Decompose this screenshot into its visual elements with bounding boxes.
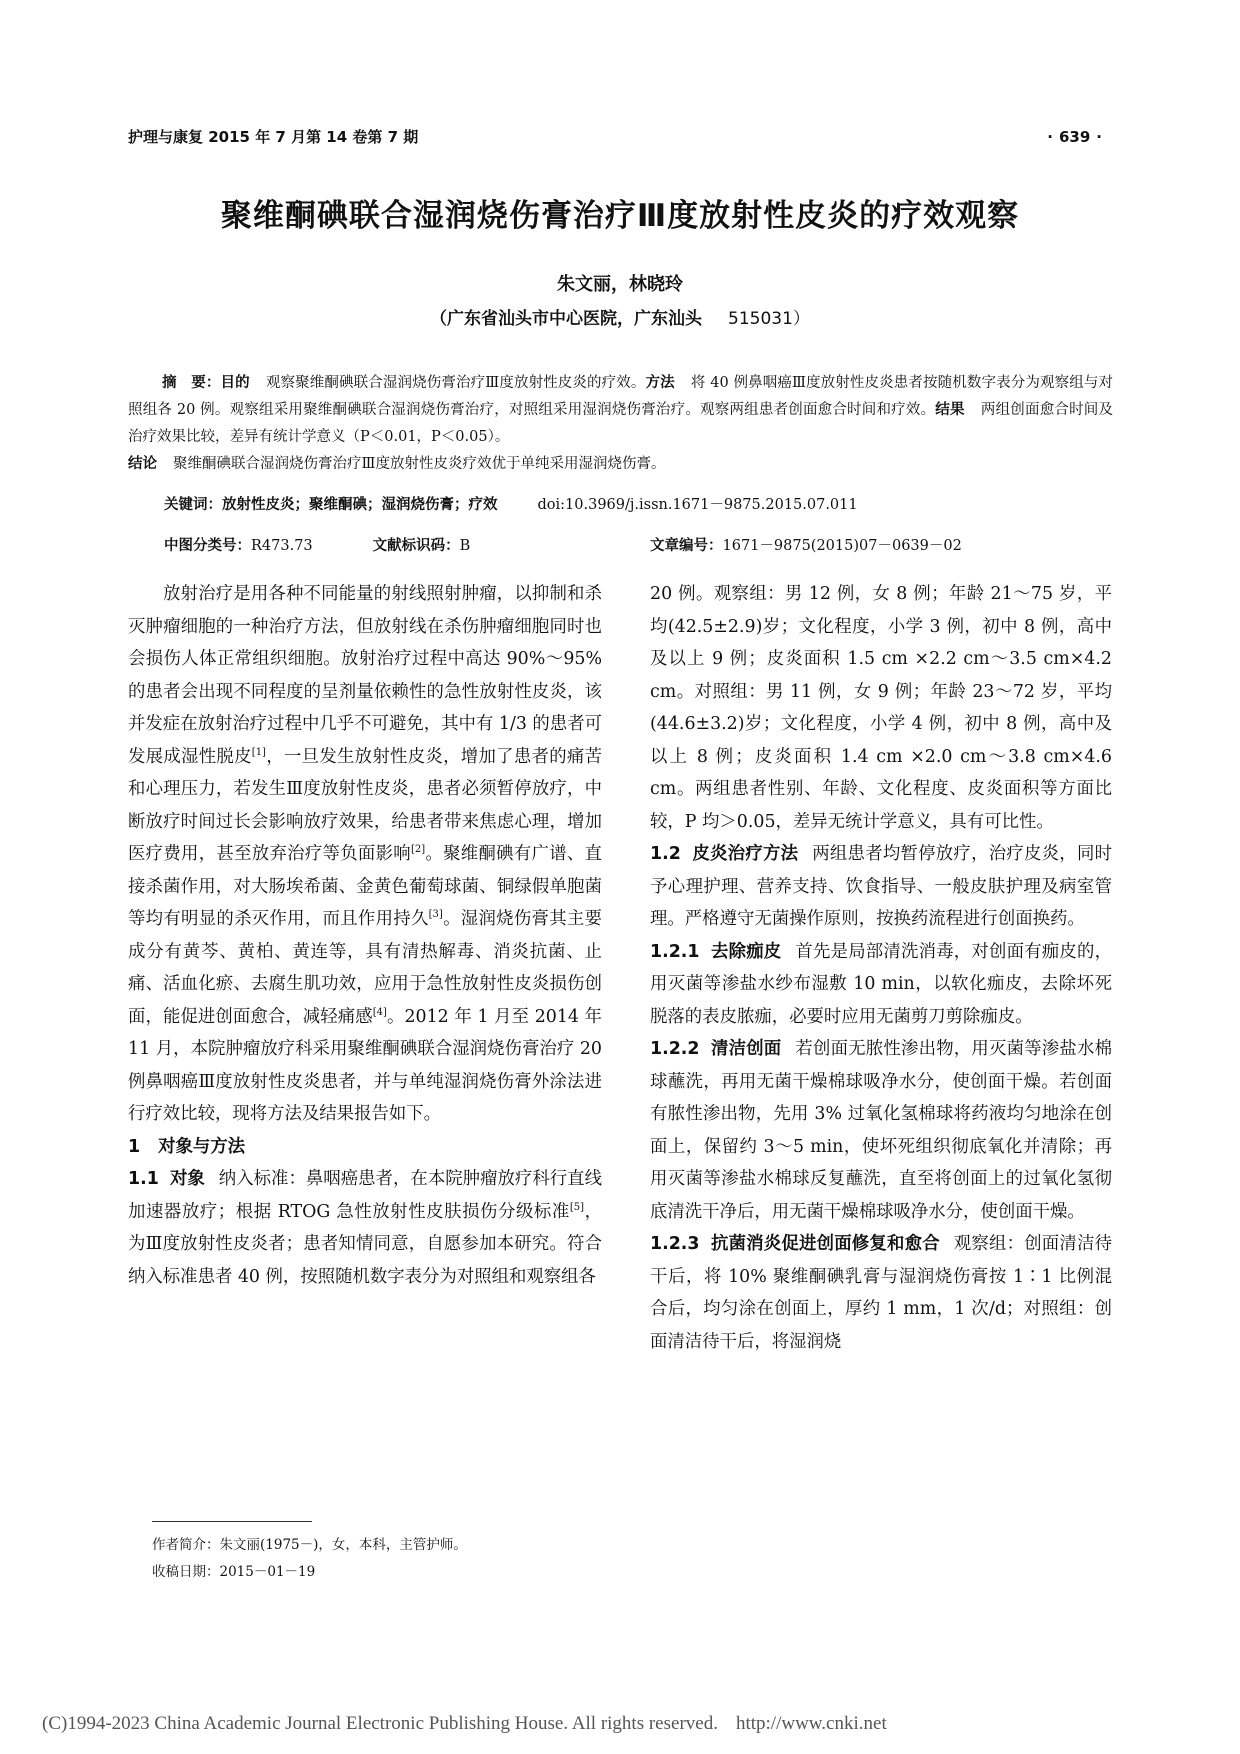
clc-label: 中图分类号：	[164, 538, 251, 554]
section-1-2-3-number: 1.2.3	[650, 1234, 700, 1254]
page-number: · 639 ·	[1047, 128, 1102, 146]
method-label: 方法	[645, 375, 675, 391]
article-number	[650, 534, 962, 555]
ref-2: [2]	[410, 844, 426, 856]
article-number-value: 1671－9875(2015)07－0639－02	[722, 538, 962, 554]
section-1-2	[650, 838, 1112, 936]
ref-1: [1]	[251, 746, 266, 758]
section-1-2-title: 皮炎治疗方法	[692, 844, 799, 864]
section-1-1-title: 对象	[169, 1169, 205, 1189]
section-1-2-number: 1.2	[650, 844, 681, 864]
right-column	[650, 578, 1112, 1358]
section-1-title: 对象与方法	[158, 1136, 246, 1157]
keywords	[164, 493, 858, 514]
section-1-2-2-text: 若创面无脓性渗出物，用灭菌等渗盐水棉球蘸洗，再用无菌干燥棉球吸净水分，使创面干燥。若创面有脓性渗出物，先用 3% 过氧化氢棉球将药液均匀地涂在创面上，保留约 3～5 min，使坏死组织彻底氧化并清除；再用灭菌等渗盐水棉球反复蘸洗，直至将创面上的过氧化氢彻底清洗干净后，用无菌干燥棉球吸净水分，使创面干燥。	[650, 1039, 1112, 1222]
classification	[164, 534, 470, 555]
article-number-label: 文章编号：	[650, 538, 723, 554]
section-1-1-text-a: 纳入标准：鼻咽癌患者，在本院肿瘤放疗科行直线加速器放疗；根据 RTOG 急性放射性皮肤损伤分级标准	[128, 1169, 602, 1222]
result-text: 两组创面愈合时间及治疗效果比较，差异有统计学意义（P＜0.01，P＜0.05）。	[128, 402, 1114, 445]
conclusion-label: 结论	[128, 456, 157, 472]
doc-code: B	[459, 538, 471, 554]
intro-text-4: 。湿润烧伤膏其主要成分有黄芩、黄柏、黄连等，具有清热解毒、消炎抗菌、止痛、活血化瘀、去腐生肌功效，应用于急性放射性皮炎损伤创面，能促进创面愈合，减轻痛感	[128, 909, 602, 1027]
intro-text-2: ，一旦发生放射性皮炎，增加了患者的痛苦和心理压力，若发生Ⅲ度放射性皮炎，患者必须暂停放疗，中断放疗时间过长会影响放疗效果，给患者带来焦虑心理，增加医疗费用，甚至放弃治疗等负面影响	[128, 746, 602, 864]
ref-4: [4]	[372, 1006, 387, 1018]
affiliation-text: （广东省汕头市中心医院，广东汕头	[430, 309, 703, 329]
ref-3: [3]	[428, 909, 443, 921]
section-1-2-2	[650, 1033, 1112, 1228]
section-1-2-1-number: 1.2.1	[650, 941, 700, 962]
section-1-1-number: 1.1	[128, 1169, 159, 1189]
section-1-1-text-b: ，为Ⅲ度放射性皮炎者；患者知情同意，自愿参加本研究。符合纳入标准患者 40 例，按照随机数字表分为对照组和观察组各	[128, 1201, 602, 1287]
ref-5: [5]	[569, 1201, 585, 1213]
author-bio-footnote: 作者简介：朱文丽(1975－)，女，本科，主管护师。	[152, 1537, 467, 1553]
intro-text-1: 放射治疗是用各种不同能量的射线照射肿瘤，以抑制和杀灭肿瘤细胞的一种治疗方法，但放射线在杀伤肿瘤细胞同时也会损伤人体正常组织细胞。放射治疗过程中高达 90%～95% 的患者会出现不同程度的呈剂量依赖性的急性放射性皮炎，该并发症在放射治疗过程中几乎不可避免，其中有 1/3 的患者可发展成湿性脱皮	[128, 584, 602, 767]
conclusion-text: 聚维酮碘联合湿润烧伤膏治疗Ⅲ度放射性皮炎疗效优于单纯采用湿润烧伤膏。	[173, 456, 666, 472]
footnote-divider	[152, 1521, 312, 1522]
section-1-2-3-title: 抗菌消炎促进创面修复和愈合	[711, 1234, 940, 1254]
journal-header: 护理与康复 2015 年 7 月第 14 卷第 7 期	[128, 128, 419, 146]
doc-code-label: 文献标识码：	[372, 538, 460, 554]
result-label: 结果	[935, 402, 965, 418]
cnki-link[interactable]: http://www.cnki.net	[735, 1713, 887, 1734]
left-column	[128, 578, 602, 1293]
method-text: 将 40 例鼻咽癌Ⅲ度放射性皮炎患者按随机数字表分为观察组与对照组各 20 例。观察组采用聚维酮碘联合湿润烧伤膏治疗，对照组采用湿润烧伤膏治疗。观察两组患者创面愈合时间和疗效。	[128, 375, 1114, 418]
copyright-notice	[42, 1713, 887, 1735]
section-1-1	[128, 1163, 602, 1293]
received-date-footnote: 收稿日期：2015－01－19	[152, 1564, 316, 1580]
section-1-2-1	[650, 936, 1112, 1034]
intro-text-3: 。聚维酮碘有广谱、直接杀菌作用，对大肠埃希菌、金黄色葡萄球菌、铜绿假单胞菌等均有明显的杀灭作用，而且作用持久	[128, 844, 602, 929]
section-1-2-text: 两组患者均暂停放疗，治疗皮炎，同时予心理护理、营养支持、饮食指导、一般皮肤护理及病室管理。严格遵守无菌操作原则，按换药流程进行创面换药。	[650, 844, 1112, 929]
keywords-text: 放射性皮炎；聚维酮碘；湿润烧伤膏；疗效	[222, 497, 498, 513]
section-1-2-3-text: 观察组：创面清洁待干后，将 10% 聚维酮碘乳膏与湿润烧伤膏按 1∶1 比例混合后，均匀涂在创面上，厚约 1 mm，1 次/d；对照组：创面清洁待干后，将湿润烧	[650, 1234, 1112, 1352]
section-1-2-1-title: 去除痂皮	[711, 941, 782, 962]
section-1-2-1-text: 首先是局部清洗消毒，对创面有痂皮的，用灭菌等渗盐水纱布湿敷 10 min，以软化痂皮，去除坏死脱落的表皮脓痂，必要时应用无菌剪刀剪除痂皮。	[650, 941, 1112, 1027]
keywords-label: 关键词：	[164, 497, 222, 513]
page-number-value: 639	[1058, 128, 1091, 146]
section-1-heading	[128, 1131, 602, 1164]
doi: doi:10.3969/j.issn.1671－9875.2015.07.011	[537, 497, 858, 513]
authors: 朱文丽，林晓玲	[557, 274, 683, 295]
section-1-2-2-title: 清洁创面	[711, 1039, 782, 1059]
affiliation	[0, 304, 1240, 329]
section-1-number: 1	[128, 1136, 141, 1157]
intro-text-5: 。2012 年 1 月至 2014 年 11 月，本院肿瘤放疗科采用聚维酮碘联合湿润烧伤膏治疗 20 例鼻咽癌Ⅲ度放射性皮炎患者，并与单纯湿润烧伤膏外涂法进行疗效比较，现将方法及结果报告如下。	[128, 1006, 602, 1124]
clc-code: R473.73	[251, 538, 313, 554]
copyright-text: (C)1994-2023 China Academic Journal Electronic Publishing House. All rights reserved.	[42, 1713, 718, 1734]
objective-text: 观察聚维酮碘联合湿润烧伤膏治疗Ⅲ度放射性皮炎的疗效。	[265, 375, 646, 391]
section-1-2-3	[650, 1228, 1112, 1358]
abstract-label: 摘 要：	[162, 375, 221, 391]
article-title: 聚维酮碘联合湿润烧伤膏治疗Ⅲ度放射性皮炎的疗效观察	[220, 198, 1020, 234]
affiliation-zip: 515031）	[728, 309, 810, 329]
objective-label: 目的	[220, 375, 250, 391]
abstract	[128, 370, 1113, 478]
subjects-paragraph: 20 例。观察组：男 12 例，女 8 例；年龄 21～75 岁，平均(42.5±2.9)岁；文化程度，小学 3 例，初中 8 例，高中及以上 9 例；皮炎面积 1.5 cm ×2.2 cm～3.5 cm×4.2 cm。对照组：男 11 例，女 9 例；年龄 23～72 岁，平均(44.6±3.2)岁；文化程度，小学 4 例，初中 8 例，高中及以上 8 例；皮炎面积 1.4 cm ×2.0 cm～3.8 cm×4.6 cm。两组患者性别、年龄、文化程度、皮炎面积等方面比较，P 均＞0.05，差异无统计学意义，具有可比性。	[650, 584, 1112, 832]
section-1-2-2-number: 1.2.2	[650, 1039, 700, 1059]
intro-paragraph	[128, 578, 602, 1131]
